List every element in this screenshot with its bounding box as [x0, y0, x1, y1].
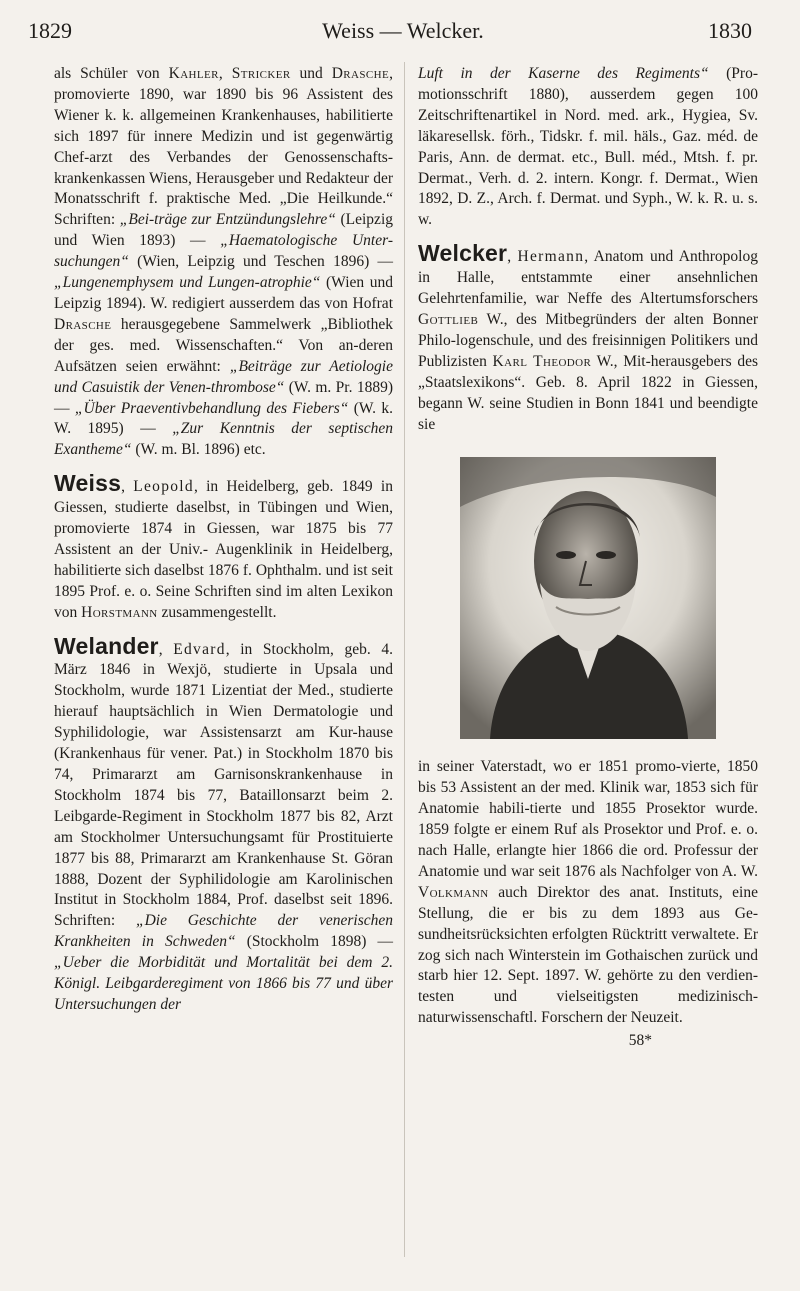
entry-welander: Welander, Edvard, in Stockholm, geb. 4. März 1846 in Wexjö, studierte in Upsala und Stockholm, wurde 1871 Lizentiat der Med., studierte hierauf hauptsächlich in Wien Dermatologie und Syphilidologie, war Assistensarzt am Kur-hause (Krankenhaus für vener. Pat.) in Stockholm 1870 bis 74, Primararzt am Garnisonskrankenhause in Stockholm 1874 bis 77, Bataillonsarzt beim 2. Leibgarde-Regiment in Stockholm 1877 bis 82, Arzt am Stockholmer Untersuchungsamt für Prostituierte 1877 bis 88, Primararzt am Krankenhause St. Göran 1888, Dozent der Syphilidologie am Karolinischen Institut in Stockholm 1884, Prof. daselbst seit 1896. Schriften: „Die Geschichte der venerischen Krankheiten in Schweden“ (Stockholm 1898) — „Ueber die Morbidität und Mortalität bei dem 2. Königl. Leibgarderegiment von 1866 bis 77 und über Untersuchungen der — [54, 632, 394, 1013]
welander-continuation-paragraph: Luft in der Kaserne des Regiments“ (Pro-motionsschrift 1880), ausserdem gegen 100 Zeitschriftenartikel in Nord. med. ark., Hygiea, Sv. läkaresellsk. förh., Tidskr. f. mil. häls., Gaz. méd. de Paris, Ann. de dermat. etc., Bull. méd., Mtsh. f. pr. Dermat., Verh. d. 2. intern. Kongr. f. Dermat., Wien 1892, D. Z., Arch. f. Dermat. und Syph., W. k. R. u. s. w. — [418, 65, 758, 229]
entry-headword: Weiss — [54, 470, 122, 497]
left-column — [54, 64, 393, 1016]
given-name: Edvard — [173, 640, 226, 658]
right-column — [418, 64, 758, 1052]
person-name: Karl Theodor — [492, 352, 592, 370]
running-header — [0, 8, 800, 48]
entry-weiss: Weiss, Leopold, in Heidelberg, geb. 1849 in Giessen, studierte daselbst, in Tübingen und Wien, promovierte 1874 in Giessen, war 1875 bis 77 Assistent an der Univ.- Augenklinik in Heidelberg, habilitierte sich daselbst 1876 f. Ophthalm. und ist seit 1895 Prof. e. o. Seine Schriften sind im alten Lexikon von Horstmann zusammengestellt. — [54, 470, 393, 621]
person-name: Gottlieb — [418, 310, 479, 328]
person-name: Volkmann — [418, 883, 489, 901]
person-name: Stricker — [231, 65, 291, 82]
given-name: Hermann — [517, 248, 585, 266]
portrait-welcker — [460, 457, 716, 739]
entry-headword: Welcker — [418, 240, 508, 267]
entry-continuation-paragraph: als Schüler von Kahler, Stricker und Drasche, promovierte 1890, war 1890 bis 96 Assistent des Wiener k. k. allgemeinen Krankenhauses, habilitierte sich 1897 für innere Medizin und ist gegenwärtig Chef-arzt des Verbandes der Genossenschafts-krankenkassen Wiens, Herausgeber und Redakteur der Monatsschrift f. praktische Med. „Die Heilkunde.“ Schriften: „Bei-träge zur Entzündungslehre“ (Leipzig und Wien 1893) — „Haematologische Unter-suchungen“ (Wien, Leipzig und Teschen 1896) — „Lungenemphysem und Lungen-atrophie“ (Wien und Leipzig 1894). W. redigiert ausserdem das von Hofrat Drasche herausgegebene Sammelwerk „Bibliothek der ges. med. Wissenschaften.“ Von an-deren Aufsätzen seien erwähnt: „Beiträge zur Aetiologie und Casuistik der Venen-thrombose“ (W. m. Pr. 1889) — „Über Praeventivbehandlung des Fiebers“ (W. k. W. 1895) — „Zur Kenntnis der septischen Exantheme“ (W. m. Bl. 1896) etc. — [54, 65, 394, 459]
person-name: Drasche — [54, 315, 112, 333]
person-name: Drasche — [331, 65, 390, 82]
title-italic: „Haematologische Unter-suchungen“ — [54, 232, 393, 271]
person-name: Horstmann — [81, 603, 158, 621]
person-name: Kahler — [168, 65, 219, 82]
signature-mark: 58* — [628, 1032, 652, 1050]
page-number-left: 1829 — [28, 18, 72, 43]
title-italic: „Zur Kenntnis der septischen Exantheme“ — [54, 420, 393, 459]
running-title: Weiss — Welcker. — [322, 18, 484, 43]
title-italic: „Beiträge zur Aetiologie und Casuistik der Venen-thrombose“ — [54, 357, 393, 396]
welcker-continuation-paragraph: in seiner Vaterstadt, wo er 1851 promo-vierte, 1850 bis 53 Assistent an der med. Klinik war, 1853 sich für Anatomie habili-tierte und 1855 Prosektor wurde. 1859 folgte er einem Ruf als Prosektor und Prof. e. o. nach Halle, erlangte hier 1866 die ord. Professur der Anatomie und war seit 1876 als Nachfolger von A. W. Volkmann auch Direktor des anat. Instituts, eine Stellung, die er bis zu dem 1893 aus Ge-sundheitsrücksichten erfolgten Rücktritt verwaltete. Er zog sich nach Winterstein im Gothaischen zurück und starb hier 12. Sept. 1897. W. gehörte zu den verdien-testen und vielseitigsten medizinisch-naturwissenschaftl. Forschern der Neuzeit. — [418, 758, 758, 1027]
title-italic: „Ueber die Morbidität und Mortalität bei dem 2. Königl. Leibgarderegiment von 1866 bis 77 und über Untersuchungen der — [54, 954, 393, 1013]
column-divider — [404, 62, 405, 1257]
title-italic: „Über Praeventivbehandlung des Fiebers“ — [74, 399, 349, 417]
title-italic: „Die Geschichte der venerischen Krankheiten in Schweden“ — [54, 912, 394, 951]
title-italic: Luft in der Kaserne des Regiments“ — [418, 65, 709, 82]
title-italic: „Bei-träge zur Entzündungslehre“ — [119, 211, 336, 229]
given-name: Leopold — [133, 478, 194, 496]
title-italic: „Lungenemphysem und Lungen-atrophie“ — [54, 274, 321, 292]
page-number-right: 1830 — [708, 18, 752, 43]
entry-welcker: Welcker, Hermann, Anatom und Anthropolog in Halle, entstammte einer ansehnlichen Gelehrtenfamilie, war Neffe des Altertumsforschers Gottlieb W., des Mitbegründers der alten Bonner Philo-logenschule, und des freisinnigen Politikers und Publizisten Karl Theodor W., Mit-herausgebers des „Staatslexikons“. Geb. 8. April 1822 in Giessen, begann W. seine Studien in Bonn 1841 und beendigte sie — [418, 240, 758, 433]
entry-headword: Welander — [54, 632, 159, 659]
